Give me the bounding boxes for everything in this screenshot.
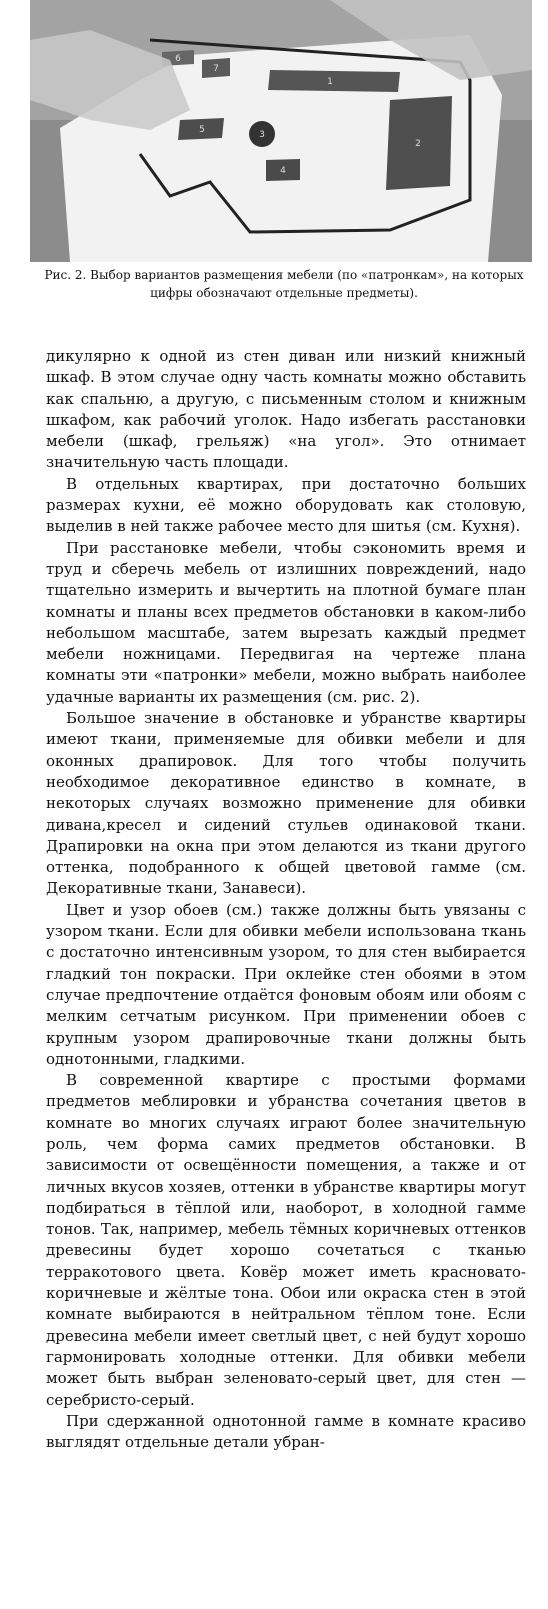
paragraph-7: При сдержанной однотонной гамме в комнате красиво выглядят отдельные детали убран- [46, 1411, 526, 1452]
paragraph-3: При расстановке мебели, чтобы сэкономить время и труд и сберечь мебель от излишних повреждений, надо тщательно измерить и вычертить на плотной бумаге план комнаты и планы всех предметов обстановки в каком-либо небольшом масштабе, затем вырезать каждый предмет мебели ножницами. Передвигая на чертеже плана комнаты эти «патронки» мебели, можно выбрать наиболее удачные варианты их размещения (см. рис. 2). [46, 538, 526, 706]
label-3: 3 [259, 130, 265, 140]
label-2: 2 [415, 139, 421, 149]
paragraph-4: Большое значение в обстановке и убранстве квартиры имеют ткани, применяемые для обивки мебели и для оконных драпировок. Для того чтобы получить необходимое декоративное единство в комнате, в некоторых случаях возможно применение для обивки дивана,кресел и сидений стульев одинаковой ткани. Драпировки на окна при этом делаются из ткани другого оттенка, подобранного к общей цветовой гамме (см. Декоративные ткани, Занавеси). [46, 709, 526, 898]
paragraph-1: дикулярно к одной из стен диван или низкий книжный шкаф. В этом случае одну часть комнаты можно обставить как спальню, а другую, с письменным столом и книжным шкафом, как рабочий уголок. Надо избегать расстановки мебели (шкаф, грельяж) «на угол». Это отнимает значительную часть площади. [46, 347, 526, 472]
furniture-plan-photo [30, 0, 532, 262]
label-7: 7 [213, 64, 219, 74]
label-6: 6 [175, 54, 181, 64]
paragraph-6: В современной квартире с простыми формами предметов меблировки и убранства сочетания цветов в комнате во многих случаях играют более значительную роль, чем форма самих предметов обстановки. В зависимости от освещённости помещения, а также и от личных вкусов хозяев, оттенки в убранстве квартиры могут подбираться в тёплой или, наоборот, в холодной гамме тонов. Так, например, мебель тёмных коричневых оттенков древесины будет хорошо сочетаться с тканью терракотового цвета. Ковёр может иметь красновато-коричневые и жёлтые тона. Обои или окраска стен в этой комнате выбираются в нейтральном тёплом тоне. Если древесина мебели имеет светлый цвет, с ней будут хорошо гармонировать холодные оттенки. Для обивки мебели может быть выбран зеленовато-серый цвет, для стен — серебристо-серый. [46, 1071, 526, 1409]
label-5: 5 [199, 125, 205, 135]
figure-photo [30, 0, 532, 262]
piece-1 [268, 70, 400, 92]
paragraph-5: Цвет и узор обоев (см.) также должны быть увязаны с узором ткани. Если для обивки мебели использована ткань с достаточно интенсивным узором, то для стен выбирается гладкий тон покраски. При оклейке стен обоями в этом случае предпочтение отдаётся фоновым обоям или обоям с мелким сетчатым рисунком. При применении обоев с крупным узором драпировочные ткани должны быть однотонными, гладкими. [46, 900, 526, 1068]
label-1: 1 [327, 77, 333, 87]
figure-caption: Рис. 2. Выбор вариантов размещения мебели (по «патронкам», на которых цифры обозначают отдельные предметы). [44, 268, 524, 300]
body-text [46, 346, 526, 1453]
paragraph-2: В отдельных квартирах, при достаточно больших размерах кухни, её можно оборудовать как столовую, выделив в ней также рабочее место для шитья (см. Кухня). [46, 474, 526, 536]
label-4: 4 [280, 166, 286, 176]
